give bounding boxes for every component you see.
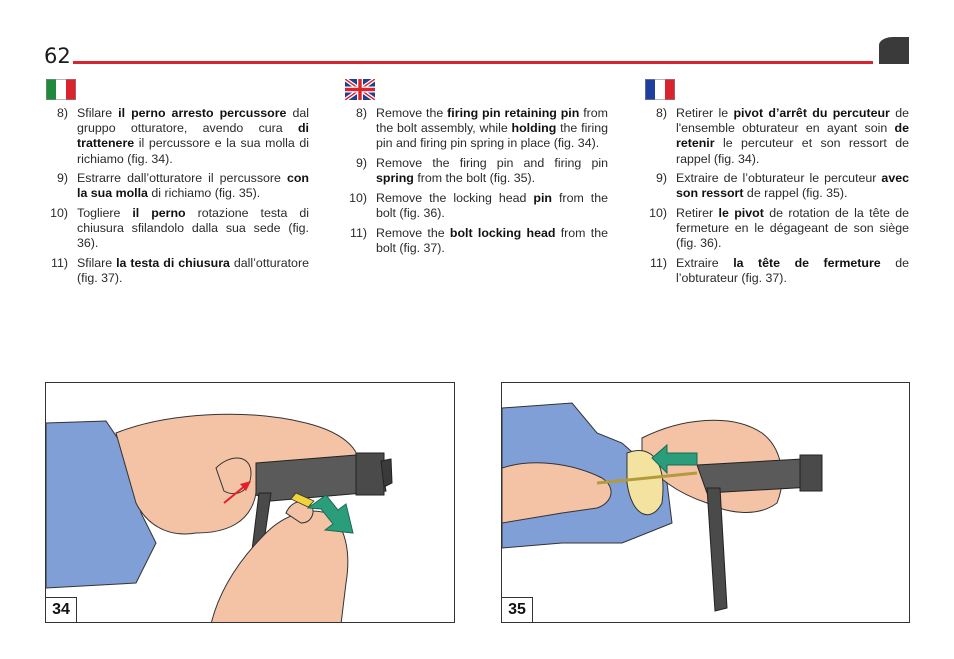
instruction-item: 8) Remove the firing pin retaining pin from the bolt assembly, while holding the firing pin and firing pin spring in place (fig. 34). xyxy=(355,106,609,151)
english-instructions xyxy=(345,106,608,260)
instruction-item: 10) Retirer le pivot de rotation de la tête de fermeture en le dégageant de son siège (fig. 36). xyxy=(649,206,909,251)
figure-35-illustration xyxy=(502,383,910,623)
instruction-item: 9) Remove the firing pin and firing pin spring from the bolt (fig. 35). xyxy=(355,156,608,186)
section-corner-tab xyxy=(879,37,909,64)
instruction-item: 10) Togliere il perno rotazione testa di chiusura sfilandolo dalla sua sede (fig. 36). xyxy=(50,206,309,251)
instruction-item: 9) Estrarre dall’otturatore il percussore con la sua molla di richiamo (fig. 35). xyxy=(56,171,309,201)
italian-flag xyxy=(46,79,76,100)
instruction-item: 8) Sfilare il perno arresto percussore dal gruppo otturatore, avendo cura di trattenere il percussore e la sua molla di richiamo (fig. 34). xyxy=(56,106,309,166)
figure-label: 34 xyxy=(45,597,77,623)
figure-34-illustration xyxy=(46,383,455,623)
instruction-item: 11) Sfilare la testa di chiusura dall’otturatore (fig. 37). xyxy=(51,256,309,286)
instruction-item: 11) Remove the bolt locking head from the bolt (fig. 37). xyxy=(350,225,608,255)
uk-flag xyxy=(345,79,375,100)
french-flag xyxy=(645,79,675,100)
page-number: 62 xyxy=(44,44,71,68)
instruction-item: 8) Retirer le pivot d’arrêt du percuteur de l'ensemble obturateur en ayant soin de retenir le percuteur et son ressort de rappel (fig. 34). xyxy=(655,106,909,166)
figure-label: 35 xyxy=(501,597,533,623)
figure-34 xyxy=(45,382,455,623)
french-instructions xyxy=(645,106,909,291)
instruction-item: 11) Extraire la tête de fermeture de l’obturateur (fig. 37). xyxy=(650,256,909,286)
header-rule xyxy=(73,61,873,64)
italian-instructions xyxy=(46,106,309,291)
figure-35 xyxy=(501,382,910,623)
instruction-item: 10) Remove the locking head pin from the bolt (fig. 36). xyxy=(349,190,608,220)
instruction-item: 9) Extraire de l’obturateur le percuteur avec son ressort de rappel (fig. 35). xyxy=(655,171,909,201)
